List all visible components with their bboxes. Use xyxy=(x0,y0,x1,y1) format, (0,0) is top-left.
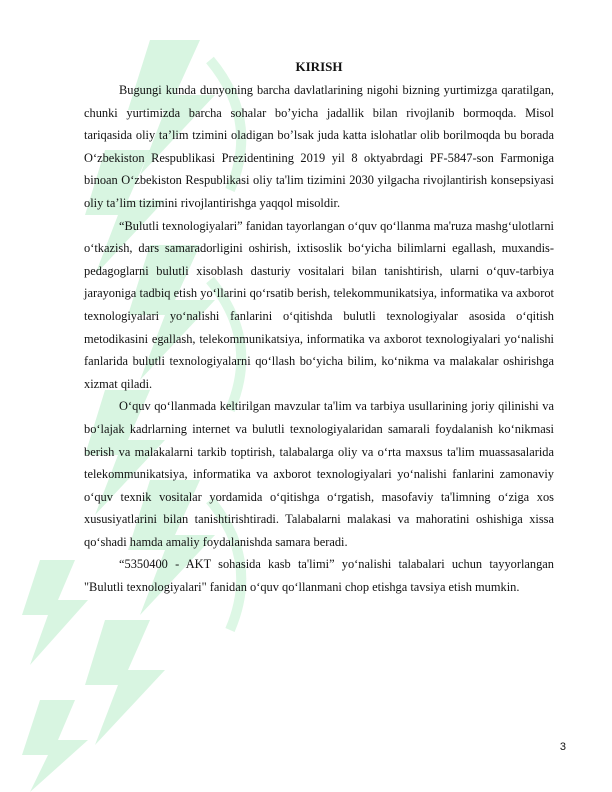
document-page xyxy=(84,56,554,599)
watermark-mark-7 xyxy=(22,560,88,665)
paragraph-3: O‘quv qo‘llanmada keltirilgan mavzular ta'lim va tarbiya usullarining joriy qilinishi va bo‘lajak kadrlarning internet va bulutli texnologiyalaridan samarali foydalanish ko‘nikmasi berish va malakalarni tarkib toptirish, talabalarga oliy va o‘rta maxsus ta'lim muassasalarida telekommunikatsiya, informatika va axborot texnologiyalari yo‘nalishi fanlarini zamonaviy o‘quv texnik vositalar yordamida o‘qitishga o‘rgatish, masofaviy ta'limning o‘ziga xos xususiyatlarini bilan tanishtirishtiradi. Talabalarni malakasi va mahoratini oshishiga xissa qo‘shadi hamda amaliy foydalanishda samara beradi. xyxy=(84,399,554,549)
document-title: KIRISH xyxy=(295,59,343,74)
page-number: 3 xyxy=(559,741,566,753)
paragraph-4: “5350400 - AKT sohasida kasb ta'limi” yo‘nalishi talabalari uchun tayyorlangan "Bulutli texnologiyalari" fanidan o‘quv qo‘llanmani chop etishga tavsiya etish mumkin. xyxy=(84,557,554,595)
watermark-mark-8 xyxy=(22,700,88,792)
watermark-mark-6 xyxy=(85,620,165,745)
paragraph-1: Bugungi kunda dunyoning barcha davlatlarining nigohi bizning yurtimizga qaratilgan, chunki yurtimizda barcha sohalar bo’yicha jadallik bilan rivojlanib bormoqda. Misol tariqasida oliy ta’lim tzimini oladigan bo’lsak juda katta islohatlar olib borilmoqda bu borada O‘zbekiston Respublikasi Prezidentining 2019 yil 8 oktyabrdagi PF-5847-son Farmoniga binoan O‘zbekiston Respublikasi oliy ta'lim tizimini 2030 yilgacha rivojlantirish konsepsiyasi oliy ta’lim tizimini rivojlantirishga yaqqol misoldir. xyxy=(84,83,554,210)
paragraph-2: “Bulutli texnologiyalari” fanidan tayorlangan o‘quv qo‘llanma ma'ruza mashg‘ulotlarni o‘tkazish, dars samaradorligini oshirish, ixtisoslik bo‘yicha bilimlarni egallash, muxandis-pedagoglarni bulutli xisoblash dasturiy vositalari bilan tanishtirish, ularni o‘quv-tarbiya jarayoniga tadbiq etish yo‘llarini qo‘rsatib berish, telekommunikatsiya, informatika va axborot texnologiyalari yo‘nalishi fanlarini o‘qitishda bulutli texnologiyalar asosida o‘qitish metodikasini egallash, telekommunikatsiya, informatika va axborot texnologiyalari yo‘nalishi fanlarida bulutli texnologiyalarni qo‘llash bo‘yicha bilim, ko‘nikma va malakalar oshirishga xizmat qiladi. xyxy=(84,218,554,391)
